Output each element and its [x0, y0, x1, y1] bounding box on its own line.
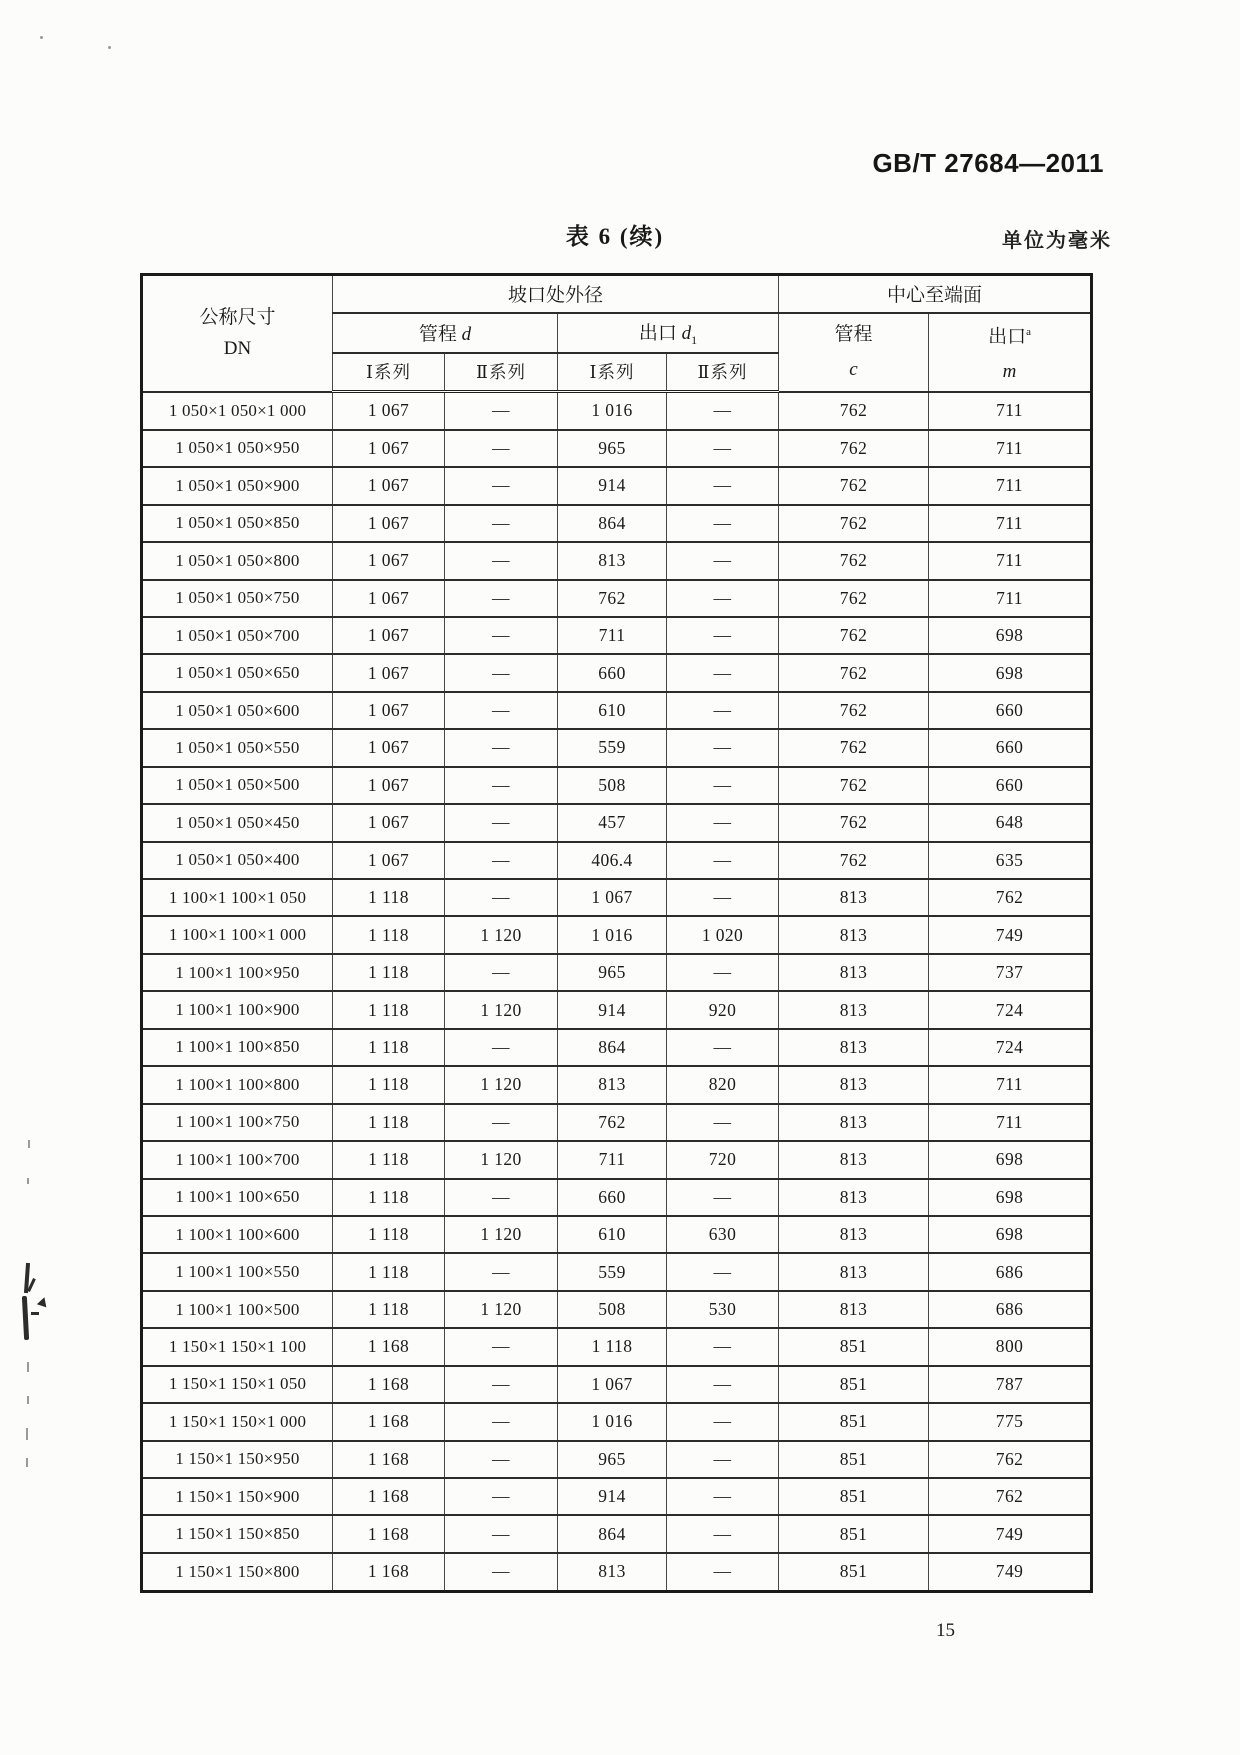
cell-outlet-d1-series2: — — [667, 1029, 779, 1066]
cell-outlet-d1-series1: 1 118 — [558, 1328, 667, 1365]
cell-dn: 1 100×1 100×550 — [142, 1253, 333, 1290]
cell-center-tube-c: 813 — [779, 916, 929, 953]
cell-outlet-d1-series1: 457 — [558, 804, 667, 841]
cell-center-outlet-m: 800 — [929, 1328, 1092, 1365]
outlet-var-subscript: 1 — [691, 332, 698, 347]
cell-outlet-d1-series1: 965 — [558, 954, 667, 991]
table-body — [142, 392, 1092, 1592]
footnote-a-marker: a — [1026, 325, 1031, 338]
cell-outlet-d1-series2: 720 — [667, 1141, 779, 1178]
cell-tube-d-series1: 1 067 — [333, 692, 445, 729]
cell-center-outlet-m: 711 — [929, 1104, 1092, 1141]
scan-speck — [40, 36, 43, 39]
cell-outlet-d1-series2: — — [667, 430, 779, 467]
cell-center-outlet-m: 698 — [929, 1216, 1092, 1253]
cell-center-tube-c: 813 — [779, 1066, 929, 1103]
cell-center-outlet-m: 724 — [929, 991, 1092, 1028]
cell-outlet-d1-series2: — — [667, 542, 779, 579]
scan-mark-triangle — [37, 1296, 49, 1308]
cell-outlet-d1-series1: 813 — [558, 1066, 667, 1103]
cell-dn: 1 050×1 050×900 — [142, 467, 333, 504]
cell-center-outlet-m: 660 — [929, 767, 1092, 804]
cell-outlet-d1-series2: — — [667, 467, 779, 504]
cell-tube-d-series2: 1 120 — [445, 1216, 558, 1253]
header-dn-label: DN — [223, 338, 252, 360]
cell-tube-d-series2: — — [445, 580, 558, 617]
cell-tube-d-series2: — — [445, 1441, 558, 1478]
cell-center-tube-c: 762 — [779, 692, 929, 729]
scan-streak — [26, 1458, 28, 1467]
cell-tube-d-series2: — — [445, 392, 558, 430]
cell-center-outlet-m: 711 — [929, 542, 1092, 579]
cell-center-outlet-m: 711 — [929, 392, 1092, 430]
cell-tube-d-series1: 1 118 — [333, 879, 445, 916]
outlet-var: d — [681, 322, 692, 344]
dimension-table — [140, 273, 1093, 1593]
cell-center-tube-c: 762 — [779, 804, 929, 841]
standard-code: GB/T 27684—2011 — [872, 148, 1104, 178]
cell-tube-d-series1: 1 067 — [333, 430, 445, 467]
scan-streak — [26, 1428, 28, 1440]
cell-tube-d-series1: 1 168 — [333, 1478, 445, 1515]
table-row — [142, 1403, 1092, 1440]
cell-tube-d-series1: 1 168 — [333, 1441, 445, 1478]
cell-dn: 1 050×1 050×400 — [142, 842, 333, 879]
scan-streak — [27, 1396, 29, 1404]
cell-dn: 1 050×1 050×600 — [142, 692, 333, 729]
cell-center-outlet-m: 711 — [929, 580, 1092, 617]
cell-outlet-d1-series2: — — [667, 879, 779, 916]
cell-center-outlet-m: 686 — [929, 1253, 1092, 1290]
cell-center-outlet-m: 635 — [929, 842, 1092, 879]
header-center-tube-c — [779, 313, 929, 392]
cell-dn: 1 050×1 050×750 — [142, 580, 333, 617]
cell-center-outlet-m: 724 — [929, 1029, 1092, 1066]
cell-dn: 1 050×1 050×550 — [142, 729, 333, 766]
cell-outlet-d1-series2: — — [667, 1366, 779, 1403]
cell-outlet-d1-series1: 1 067 — [558, 1366, 667, 1403]
cell-dn: 1 100×1 100×700 — [142, 1141, 333, 1178]
cell-tube-d-series1: 1 118 — [333, 954, 445, 991]
cell-outlet-d1-series2: — — [667, 505, 779, 542]
cell-tube-d-series1: 1 067 — [333, 467, 445, 504]
cell-dn: 1 100×1 100×750 — [142, 1104, 333, 1141]
table-row — [142, 1029, 1092, 1066]
header-series2-outlet: Ⅱ系列 — [667, 353, 779, 392]
cell-outlet-d1-series1: 762 — [558, 1104, 667, 1141]
cell-center-tube-c: 813 — [779, 1253, 929, 1290]
cell-dn: 1 100×1 100×800 — [142, 1066, 333, 1103]
cell-center-tube-c: 813 — [779, 1291, 929, 1328]
table-row — [142, 1141, 1092, 1178]
cell-center-tube-c: 813 — [779, 991, 929, 1028]
table-row — [142, 1216, 1092, 1253]
cell-tube-d-series1: 1 067 — [333, 617, 445, 654]
cell-outlet-d1-series2: — — [667, 1328, 779, 1365]
table-row — [142, 542, 1092, 579]
header-nominal-size — [142, 275, 333, 392]
cell-tube-d-series1: 1 118 — [333, 1216, 445, 1253]
cell-outlet-d1-series1: 559 — [558, 1253, 667, 1290]
cell-tube-d-series2: — — [445, 842, 558, 879]
cell-outlet-d1-series2: 820 — [667, 1066, 779, 1103]
cell-tube-d-series1: 1 118 — [333, 1029, 445, 1066]
cell-tube-d-series1: 1 067 — [333, 654, 445, 691]
cell-outlet-d1-series1: 610 — [558, 1216, 667, 1253]
cell-tube-d-series1: 1 118 — [333, 1104, 445, 1141]
cell-tube-d-series1: 1 067 — [333, 580, 445, 617]
cell-center-outlet-m: 686 — [929, 1291, 1092, 1328]
cell-center-outlet-m: 648 — [929, 804, 1092, 841]
cell-tube-d-series2: — — [445, 879, 558, 916]
cell-outlet-d1-series1: 864 — [558, 505, 667, 542]
cell-tube-d-series1: 1 168 — [333, 1515, 445, 1552]
cell-dn: 1 050×1 050×800 — [142, 542, 333, 579]
tube-side-var: d — [461, 324, 472, 345]
cell-center-tube-c: 813 — [779, 954, 929, 991]
cell-center-outlet-m: 698 — [929, 617, 1092, 654]
cell-center-outlet-m: 660 — [929, 692, 1092, 729]
table-row — [142, 1366, 1092, 1403]
cell-center-outlet-m: 698 — [929, 1179, 1092, 1216]
cell-outlet-d1-series2: 630 — [667, 1216, 779, 1253]
header-tube-side-d — [333, 313, 558, 353]
header-center-outlet-m — [929, 313, 1092, 392]
cell-center-outlet-m: 787 — [929, 1366, 1092, 1403]
table-row — [142, 580, 1092, 617]
table-row — [142, 654, 1092, 691]
table-row — [142, 1328, 1092, 1365]
cell-tube-d-series1: 1 067 — [333, 804, 445, 841]
cell-tube-d-series2: — — [445, 1478, 558, 1515]
cell-tube-d-series1: 1 067 — [333, 842, 445, 879]
cell-outlet-d1-series2: — — [667, 1553, 779, 1592]
cell-outlet-d1-series2: — — [667, 392, 779, 430]
cell-tube-d-series2: — — [445, 954, 558, 991]
cell-tube-d-series2: 1 120 — [445, 1066, 558, 1103]
cell-tube-d-series1: 1 118 — [333, 1253, 445, 1290]
table-row — [142, 1291, 1092, 1328]
cell-tube-d-series1: 1 067 — [333, 542, 445, 579]
page-number: 15 — [936, 1620, 955, 1641]
cell-center-outlet-m: 698 — [929, 1141, 1092, 1178]
cell-center-tube-c: 762 — [779, 767, 929, 804]
cell-tube-d-series1: 1 118 — [333, 916, 445, 953]
cell-outlet-d1-series2: — — [667, 654, 779, 691]
cell-outlet-d1-series1: 864 — [558, 1515, 667, 1552]
cell-tube-d-series2: — — [445, 467, 558, 504]
cell-dn: 1 150×1 150×1 000 — [142, 1403, 333, 1440]
table-row — [142, 505, 1092, 542]
table-row — [142, 729, 1092, 766]
cell-center-outlet-m: 737 — [929, 954, 1092, 991]
cell-outlet-d1-series1: 711 — [558, 617, 667, 654]
cell-tube-d-series1: 1 067 — [333, 392, 445, 430]
cell-tube-d-series1: 1 118 — [333, 991, 445, 1028]
cell-center-tube-c: 813 — [779, 1141, 929, 1178]
table-row — [142, 1253, 1092, 1290]
cell-tube-d-series2: — — [445, 1253, 558, 1290]
cell-tube-d-series2: — — [445, 1515, 558, 1552]
cell-tube-d-series1: 1 067 — [333, 767, 445, 804]
cell-center-tube-c: 762 — [779, 467, 929, 504]
table-row — [142, 804, 1092, 841]
table-row — [142, 916, 1092, 953]
cell-tube-d-series2: — — [445, 692, 558, 729]
header-group-groove-od: 坡口处外径 — [333, 275, 779, 313]
cell-tube-d-series2: — — [445, 1403, 558, 1440]
header-nominal-size-label: 公称尺寸 — [199, 307, 276, 329]
cell-tube-d-series2: — — [445, 767, 558, 804]
cell-center-outlet-m: 660 — [929, 729, 1092, 766]
cell-outlet-d1-series2: — — [667, 692, 779, 729]
cell-outlet-d1-series1: 508 — [558, 1291, 667, 1328]
cell-center-tube-c: 813 — [779, 1216, 929, 1253]
table-row — [142, 430, 1092, 467]
cell-tube-d-series2: 1 120 — [445, 1141, 558, 1178]
cell-outlet-d1-series1: 813 — [558, 542, 667, 579]
table-row — [142, 467, 1092, 504]
cell-tube-d-series1: 1 168 — [333, 1553, 445, 1592]
cell-outlet-d1-series2: — — [667, 1441, 779, 1478]
cell-tube-d-series2: — — [445, 430, 558, 467]
table-row — [142, 842, 1092, 879]
cell-center-tube-c: 851 — [779, 1478, 929, 1515]
cell-tube-d-series2: 1 120 — [445, 916, 558, 953]
table-header — [142, 275, 1092, 392]
cell-center-tube-c: 813 — [779, 1104, 929, 1141]
cell-tube-d-series2: — — [445, 729, 558, 766]
header-series1-outlet: Ⅰ系列 — [558, 353, 667, 392]
cell-outlet-d1-series1: 1 016 — [558, 392, 667, 430]
unit-note: 单位为毫米 — [1002, 230, 1112, 252]
cell-center-tube-c: 851 — [779, 1403, 929, 1440]
cell-outlet-d1-series2: 530 — [667, 1291, 779, 1328]
cell-center-outlet-m: 762 — [929, 1478, 1092, 1515]
cell-tube-d-series2: — — [445, 1104, 558, 1141]
cell-dn: 1 100×1 100×850 — [142, 1029, 333, 1066]
scan-streak — [27, 1362, 29, 1372]
cell-center-outlet-m: 711 — [929, 467, 1092, 504]
table-row — [142, 954, 1092, 991]
center-outlet-var: m — [1002, 361, 1017, 383]
cell-dn: 1 100×1 100×650 — [142, 1179, 333, 1216]
cell-outlet-d1-series2: — — [667, 1478, 779, 1515]
cell-center-tube-c: 851 — [779, 1366, 929, 1403]
cell-outlet-d1-series2: — — [667, 804, 779, 841]
cell-outlet-d1-series1: 660 — [558, 654, 667, 691]
header-group-center-to-end: 中心至端面 — [779, 275, 1092, 313]
cell-center-outlet-m: 749 — [929, 1515, 1092, 1552]
cell-center-outlet-m: 762 — [929, 1441, 1092, 1478]
cell-outlet-d1-series2: — — [667, 617, 779, 654]
header-series2-tube: Ⅱ系列 — [445, 353, 558, 392]
outlet-label: 出口 — [638, 322, 677, 344]
center-outlet-label: 出口 — [988, 326, 1027, 348]
cell-outlet-d1-series1: 508 — [558, 767, 667, 804]
cell-center-tube-c: 762 — [779, 542, 929, 579]
cell-outlet-d1-series1: 406.4 — [558, 842, 667, 879]
cell-center-outlet-m: 762 — [929, 879, 1092, 916]
cell-tube-d-series1: 1 067 — [333, 505, 445, 542]
cell-dn: 1 150×1 150×1 100 — [142, 1328, 333, 1365]
cell-tube-d-series2: — — [445, 505, 558, 542]
cell-tube-d-series2: — — [445, 1366, 558, 1403]
tube-side-label: 管程 — [418, 324, 457, 345]
scan-speck — [108, 46, 111, 49]
cell-outlet-d1-series1: 914 — [558, 1478, 667, 1515]
table-row — [142, 879, 1092, 916]
cell-tube-d-series1: 1 118 — [333, 1066, 445, 1103]
cell-outlet-d1-series2: — — [667, 1104, 779, 1141]
cell-tube-d-series2: — — [445, 654, 558, 691]
table-row — [142, 1478, 1092, 1515]
cell-dn: 1 050×1 050×950 — [142, 430, 333, 467]
cell-outlet-d1-series2: — — [667, 767, 779, 804]
cell-center-tube-c: 813 — [779, 1179, 929, 1216]
cell-dn: 1 050×1 050×650 — [142, 654, 333, 691]
scan-smudge — [31, 1312, 39, 1315]
cell-tube-d-series2: — — [445, 1328, 558, 1365]
cell-center-tube-c: 851 — [779, 1441, 929, 1478]
cell-outlet-d1-series1: 711 — [558, 1141, 667, 1178]
cell-outlet-d1-series2: — — [667, 1179, 779, 1216]
cell-outlet-d1-series2: — — [667, 1253, 779, 1290]
cell-center-tube-c: 813 — [779, 879, 929, 916]
table-row — [142, 1104, 1092, 1141]
table-row — [142, 1179, 1092, 1216]
cell-outlet-d1-series1: 559 — [558, 729, 667, 766]
table-row — [142, 1441, 1092, 1478]
center-tube-var: c — [849, 359, 858, 380]
cell-outlet-d1-series2: 1 020 — [667, 916, 779, 953]
cell-tube-d-series2: 1 120 — [445, 991, 558, 1028]
center-tube-label: 管程 — [834, 324, 873, 345]
cell-outlet-d1-series1: 914 — [558, 991, 667, 1028]
cell-dn: 1 100×1 100×600 — [142, 1216, 333, 1253]
cell-tube-d-series2: — — [445, 1029, 558, 1066]
cell-tube-d-series1: 1 168 — [333, 1366, 445, 1403]
cell-dn: 1 150×1 150×950 — [142, 1441, 333, 1478]
cell-outlet-d1-series1: 762 — [558, 580, 667, 617]
cell-outlet-d1-series2: — — [667, 842, 779, 879]
cell-tube-d-series2: — — [445, 617, 558, 654]
cell-center-tube-c: 762 — [779, 392, 929, 430]
cell-outlet-d1-series1: 813 — [558, 1553, 667, 1592]
table-row — [142, 617, 1092, 654]
cell-outlet-d1-series1: 1 067 — [558, 879, 667, 916]
cell-outlet-d1-series1: 1 016 — [558, 916, 667, 953]
cell-center-tube-c: 813 — [779, 1029, 929, 1066]
cell-outlet-d1-series1: 660 — [558, 1179, 667, 1216]
cell-center-tube-c: 851 — [779, 1328, 929, 1365]
cell-tube-d-series1: 1 168 — [333, 1328, 445, 1365]
cell-outlet-d1-series2: — — [667, 729, 779, 766]
cell-dn: 1 150×1 150×900 — [142, 1478, 333, 1515]
cell-center-tube-c: 762 — [779, 842, 929, 879]
table-row — [142, 692, 1092, 729]
cell-center-outlet-m: 698 — [929, 654, 1092, 691]
cell-tube-d-series2: — — [445, 1553, 558, 1592]
cell-dn: 1 150×1 150×1 050 — [142, 1366, 333, 1403]
header-outlet-d1 — [558, 313, 779, 353]
table-caption: 表 6 (续) — [565, 224, 665, 249]
cell-outlet-d1-series2: 920 — [667, 991, 779, 1028]
table-row — [142, 1553, 1092, 1592]
cell-outlet-d1-series1: 610 — [558, 692, 667, 729]
cell-center-outlet-m: 749 — [929, 916, 1092, 953]
cell-center-tube-c: 762 — [779, 617, 929, 654]
cell-dn: 1 100×1 100×1 000 — [142, 916, 333, 953]
cell-dn: 1 050×1 050×850 — [142, 505, 333, 542]
cell-outlet-d1-series1: 914 — [558, 467, 667, 504]
cell-tube-d-series1: 1 118 — [333, 1291, 445, 1328]
table-row — [142, 767, 1092, 804]
scan-streak — [27, 1178, 29, 1184]
cell-center-tube-c: 851 — [779, 1515, 929, 1552]
cell-outlet-d1-series1: 864 — [558, 1029, 667, 1066]
scan-streak — [28, 1140, 30, 1148]
table-row — [142, 392, 1092, 430]
cell-tube-d-series1: 1 118 — [333, 1141, 445, 1178]
cell-outlet-d1-series1: 965 — [558, 1441, 667, 1478]
cell-dn: 1 100×1 100×900 — [142, 991, 333, 1028]
header-series1-tube: Ⅰ系列 — [333, 353, 445, 392]
cell-outlet-d1-series2: — — [667, 1403, 779, 1440]
cell-outlet-d1-series1: 1 016 — [558, 1403, 667, 1440]
table-row — [142, 991, 1092, 1028]
cell-dn: 1 100×1 100×950 — [142, 954, 333, 991]
cell-dn: 1 050×1 050×700 — [142, 617, 333, 654]
cell-center-outlet-m: 775 — [929, 1403, 1092, 1440]
cell-dn: 1 100×1 100×1 050 — [142, 879, 333, 916]
cell-tube-d-series2: — — [445, 804, 558, 841]
cell-center-outlet-m: 711 — [929, 1066, 1092, 1103]
cell-outlet-d1-series2: — — [667, 580, 779, 617]
table-row — [142, 1515, 1092, 1552]
cell-dn: 1 050×1 050×500 — [142, 767, 333, 804]
cell-center-outlet-m: 711 — [929, 430, 1092, 467]
table-row — [142, 1066, 1092, 1103]
cell-center-tube-c: 762 — [779, 430, 929, 467]
cell-outlet-d1-series1: 965 — [558, 430, 667, 467]
cell-tube-d-series1: 1 067 — [333, 729, 445, 766]
cell-center-outlet-m: 749 — [929, 1553, 1092, 1592]
cell-center-tube-c: 762 — [779, 505, 929, 542]
cell-tube-d-series1: 1 168 — [333, 1403, 445, 1440]
cell-center-tube-c: 851 — [779, 1553, 929, 1592]
cell-center-outlet-m: 711 — [929, 505, 1092, 542]
cell-dn: 1 100×1 100×500 — [142, 1291, 333, 1328]
scan-smudge — [22, 1296, 29, 1340]
cell-outlet-d1-series2: — — [667, 954, 779, 991]
cell-center-tube-c: 762 — [779, 654, 929, 691]
cell-outlet-d1-series2: — — [667, 1515, 779, 1552]
cell-tube-d-series1: 1 118 — [333, 1179, 445, 1216]
cell-tube-d-series2: — — [445, 1179, 558, 1216]
cell-tube-d-series2: 1 120 — [445, 1291, 558, 1328]
cell-tube-d-series2: — — [445, 542, 558, 579]
cell-dn: 1 150×1 150×800 — [142, 1553, 333, 1592]
cell-center-tube-c: 762 — [779, 729, 929, 766]
cell-dn: 1 050×1 050×1 000 — [142, 392, 333, 430]
cell-center-tube-c: 762 — [779, 580, 929, 617]
cell-dn: 1 050×1 050×450 — [142, 804, 333, 841]
cell-dn: 1 150×1 150×850 — [142, 1515, 333, 1552]
